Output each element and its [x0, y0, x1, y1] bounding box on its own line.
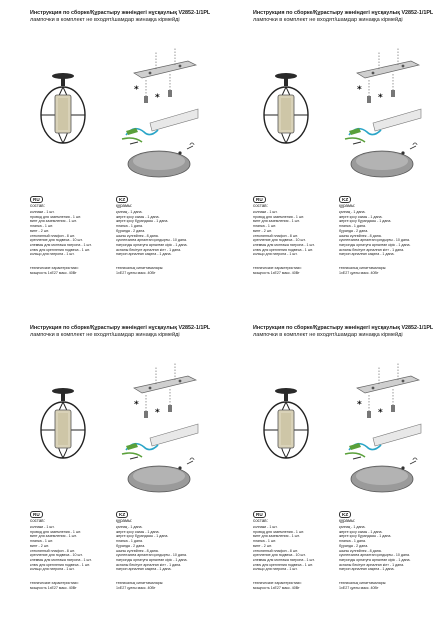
- ru-tech-label: технические характеристики:: [30, 581, 79, 585]
- list-item: планка - 1 дана.: [339, 539, 366, 544]
- list-item: суспензияға арналған қондырғы - 10 дана.: [339, 238, 410, 243]
- kz-technical-specs: [116, 581, 212, 590]
- list-item: винт - 2 шт.: [253, 543, 272, 548]
- ru-tech-value: мощность 1xE27 макс. 40Вт: [30, 270, 77, 275]
- list-item: колпаки - 1 шт.: [30, 525, 55, 529]
- list-item: патрон арналған сақина - 1 дана.: [339, 567, 395, 572]
- callout-star-1: *: [357, 400, 362, 410]
- kz-heading: құрамы:: [116, 203, 133, 208]
- list-item: провод для заземления - 1 шт.: [253, 214, 305, 219]
- kz-technical-specs: [116, 266, 212, 275]
- ru-heading: состав:: [30, 518, 45, 523]
- assembly-illustration: [253, 28, 443, 198]
- wiring-drawing: [122, 109, 198, 177]
- list-item: жерге қосу сымы - 1 дана.: [116, 214, 160, 219]
- assembly-illustration: [30, 343, 220, 513]
- list-item: патронды орнатуға арналған кіріс - 1 дана.: [339, 557, 411, 562]
- sheet-title-line2: лампочки в комплект не входят/шамдар жинаққа кірмейді: [30, 332, 180, 338]
- list-item: винт для заземления - 1 шт.: [253, 219, 300, 224]
- kz-technical-specs: [339, 581, 435, 590]
- list-item: планка - 1 дана.: [116, 224, 143, 229]
- sheet-title-line1: Инструкция по сборке/Құрастыру жөніндегі нұсқаулық V2852-1/1PL: [30, 10, 211, 16]
- kz-tech-value: 1xE27 қуаты макс. 40Вт: [116, 270, 156, 275]
- list-item: патронды орнатуға арналған кіріс - 1 дана.: [116, 242, 188, 247]
- list-item: жерге қосу сымы - 1 дана.: [339, 214, 383, 219]
- list-item: патронды орнатуға арналған кіріс - 1 дана.: [339, 242, 411, 247]
- list-item: винт - 2 шт.: [30, 228, 49, 233]
- sheet-title-line1: Инструкция по сборке/Құрастыру жөніндегі нұсқаулық V2852-1/1PL: [253, 10, 434, 16]
- ru-tech-value: мощность 1xE27 макс. 40Вт: [253, 270, 300, 275]
- list-item: планка - 1 шт.: [253, 539, 276, 544]
- instruction-sheet-bottom-left: [30, 325, 220, 625]
- list-item: шыны күлгөйлек - 8 дана.: [339, 233, 382, 238]
- list-item: планка - 1 дана.: [339, 224, 366, 229]
- list-item: провод для заземления - 1 шт.: [253, 529, 305, 534]
- instruction-sheet-top-left: [30, 10, 220, 310]
- ru-technical-specs: [253, 581, 349, 590]
- list-item: жерге қосу бұрандасы - 1 дана.: [116, 534, 169, 539]
- ru-heading: состав:: [253, 518, 268, 523]
- ru-language-badge: RU: [253, 196, 266, 203]
- list-item: патронды орнатуға арналған кіріс - 1 дана.: [116, 557, 188, 562]
- list-item: жерге қосу сымы - 1 дана.: [116, 529, 160, 534]
- list-item: ключ для крепления подвеса - 1 шт.: [30, 562, 90, 567]
- callout-star-1: *: [357, 85, 362, 95]
- kz-language-badge: KZ: [116, 196, 128, 203]
- list-item: кольцо для патрона - 1 шт.: [30, 567, 75, 572]
- ru-language-badge: RU: [253, 511, 266, 518]
- list-item: қалпақ - 1 дана.: [116, 525, 143, 529]
- kz-parts-list: [116, 525, 212, 572]
- list-item: аспаны бекітуге арналған кілт - 1 дана.: [339, 562, 405, 567]
- list-item: патрон арналған сақина - 1 дана.: [116, 252, 172, 257]
- sheet-title-line2: лампочки в комплект не входят/шамдар жинаққа кірмейді: [253, 17, 403, 23]
- list-item: крепление для подвеса - 10 шт.: [253, 238, 306, 243]
- list-item: планка - 1 шт.: [30, 224, 53, 229]
- mounting-bar-drawing: [357, 47, 419, 103]
- list-item: винт - 2 шт.: [253, 228, 272, 233]
- list-item: винт - 2 шт.: [30, 543, 49, 548]
- list-item: клеммы для монтажа патрона - 1 шт.: [253, 242, 315, 247]
- wiring-drawing: [345, 109, 421, 177]
- kz-heading: құрамы:: [339, 518, 356, 523]
- ru-technical-specs: [253, 266, 349, 275]
- sheet-title: [30, 325, 230, 339]
- list-item: аспаны бекітуге арналған кілт - 1 дана.: [116, 247, 182, 252]
- mounting-bar-drawing: [357, 362, 419, 418]
- list-item: бұранда - 2 дана.: [339, 543, 369, 548]
- ru-tech-label: технические характеристики:: [30, 266, 79, 270]
- sheet-title: [30, 10, 230, 24]
- list-item: суспензияға арналған қондырғы - 10 дана.: [116, 553, 187, 558]
- callout-star-1: *: [134, 85, 139, 95]
- lamp-drawing: [264, 388, 308, 458]
- list-item: крепление для подвеса - 10 шт.: [30, 553, 83, 558]
- ru-heading: состав:: [253, 203, 268, 208]
- ru-parts-list: [253, 525, 349, 572]
- ru-parts-list: [253, 210, 349, 257]
- list-item: колпаки - 1 шт.: [30, 210, 55, 214]
- callout-star-2: *: [155, 93, 160, 103]
- list-item: планка - 1 шт.: [30, 539, 53, 544]
- list-item: аспаны бекітуге арналған кілт - 1 дана.: [116, 562, 182, 567]
- sheet-title-line2: лампочки в комплект не входят/шамдар жинаққа кірмейді: [253, 332, 403, 338]
- callout-star-1: *: [134, 400, 139, 410]
- kz-language-badge: KZ: [339, 196, 351, 203]
- list-item: аспаны бекітуге арналған кілт - 1 дана.: [339, 247, 405, 252]
- list-item: жерге қосу бұрандасы - 1 дана.: [339, 534, 392, 539]
- list-item: қалпақ - 1 дана.: [339, 525, 366, 529]
- kz-tech-value: 1xE27 қуаты макс. 40Вт: [339, 270, 379, 275]
- list-item: планка - 1 шт.: [253, 224, 276, 229]
- ru-language-badge: RU: [30, 511, 43, 518]
- assembly-illustration: [30, 28, 220, 198]
- callout-star-2: *: [155, 408, 160, 418]
- list-item: ключ для крепления подвеса - 1 шт.: [30, 247, 90, 252]
- list-item: колпаки - 1 шт.: [253, 210, 278, 214]
- list-item: ключ для крепления подвеса - 1 шт.: [253, 562, 313, 567]
- list-item: крепление для подвеса - 10 шт.: [253, 553, 306, 558]
- kz-heading: құрамы:: [339, 203, 356, 208]
- list-item: планка - 1 дана.: [116, 539, 143, 544]
- list-item: патрон арналған сақина - 1 дана.: [116, 567, 172, 572]
- list-item: қалпақ - 1 дана.: [339, 210, 366, 214]
- kz-tech-label: техникалық сипаттамалары:: [116, 581, 164, 585]
- ru-language-badge: RU: [30, 196, 43, 203]
- lamp-drawing: [41, 73, 85, 143]
- wiring-drawing: [122, 424, 198, 492]
- kz-parts-list: [339, 525, 435, 572]
- kz-technical-specs: [339, 266, 435, 275]
- mounting-bar-drawing: [134, 362, 196, 418]
- kz-tech-value: 1xE27 қуаты макс. 40Вт: [116, 585, 156, 590]
- list-item: клеммы для монтажа патрона - 1 шт.: [30, 557, 92, 562]
- list-item: стеклянный плафон - 8 шт.: [253, 233, 298, 238]
- kz-heading: құрамы:: [116, 518, 133, 523]
- kz-language-badge: KZ: [116, 511, 128, 518]
- ru-tech-label: технические характеристики:: [253, 581, 302, 585]
- ru-tech-label: технические характеристики:: [253, 266, 302, 270]
- list-item: ключ для крепления подвеса - 1 шт.: [253, 247, 313, 252]
- list-item: шыны күлгөйлек - 8 дана.: [116, 233, 159, 238]
- list-item: стеклянный плафон - 8 шт.: [30, 233, 75, 238]
- lamp-drawing: [264, 73, 308, 143]
- list-item: жерге қосу бұрандасы - 1 дана.: [116, 219, 169, 224]
- list-item: патрон арналған сақина - 1 дана.: [339, 252, 395, 257]
- list-item: шыны күлгөйлек - 8 дана.: [116, 548, 159, 553]
- instruction-sheet-bottom-right: [253, 325, 443, 625]
- list-item: винт для заземления - 1 шт.: [30, 534, 77, 539]
- kz-tech-label: техникалық сипаттамалары:: [339, 581, 387, 585]
- kz-parts-list: [339, 210, 435, 257]
- list-item: кольцо для патрона - 1 шт.: [253, 567, 298, 572]
- ru-parts-list: [30, 210, 126, 257]
- sheet-title: [253, 10, 446, 24]
- ru-tech-value: мощность 1xE27 макс. 40Вт: [253, 585, 300, 590]
- list-item: провод для заземления - 1 шт.: [30, 529, 82, 534]
- list-item: стеклянный плафон - 8 шт.: [253, 548, 298, 553]
- list-item: жерге қосу бұрандасы - 1 дана.: [339, 219, 392, 224]
- kz-tech-value: 1xE27 қуаты макс. 40Вт: [339, 585, 379, 590]
- list-item: суспензияға арналған қондырғы - 10 дана.: [339, 553, 410, 558]
- wiring-drawing: [345, 424, 421, 492]
- kz-parts-list: [116, 210, 212, 257]
- sheet-title-line1: Инструкция по сборке/Құрастыру жөніндегі нұсқаулық V2852-1/1PL: [253, 325, 434, 331]
- list-item: крепление для подвеса - 10 шт.: [30, 238, 83, 243]
- list-item: колпаки - 1 шт.: [253, 525, 278, 529]
- sheet-title-line2: лампочки в комплект не входят/шамдар жинаққа кірмейді: [30, 17, 180, 23]
- callout-star-2: *: [378, 93, 383, 103]
- ru-parts-list: [30, 525, 126, 572]
- list-item: кольцо для патрона - 1 шт.: [30, 252, 75, 257]
- list-item: шыны күлгөйлек - 8 дана.: [339, 548, 382, 553]
- ru-technical-specs: [30, 581, 126, 590]
- list-item: қалпақ - 1 дана.: [116, 210, 143, 214]
- list-item: кольцо для патрона - 1 шт.: [253, 252, 298, 257]
- kz-tech-label: техникалық сипаттамалары:: [116, 266, 164, 270]
- ru-technical-specs: [30, 266, 126, 275]
- list-item: винт для заземления - 1 шт.: [253, 534, 300, 539]
- list-item: жерге қосу сымы - 1 дана.: [339, 529, 383, 534]
- mounting-bar-drawing: [134, 47, 196, 103]
- list-item: клеммы для монтажа патрона - 1 шт.: [30, 242, 92, 247]
- lamp-drawing: [41, 388, 85, 458]
- sheet-title: [253, 325, 446, 339]
- ru-tech-value: мощность 1xE27 макс. 40Вт: [30, 585, 77, 590]
- instruction-sheet-top-right: [253, 10, 443, 310]
- list-item: суспензияға арналған қондырғы - 10 дана.: [116, 238, 187, 243]
- list-item: бұранда - 2 дана.: [116, 543, 146, 548]
- sheet-title-line1: Инструкция по сборке/Құрастыру жөніндегі нұсқаулық V2852-1/1PL: [30, 325, 211, 331]
- ru-heading: состав:: [30, 203, 45, 208]
- list-item: бұранда - 2 дана.: [116, 228, 146, 233]
- list-item: провод для заземления - 1 шт.: [30, 214, 82, 219]
- list-item: бұранда - 2 дана.: [339, 228, 369, 233]
- kz-tech-label: техникалық сипаттамалары:: [339, 266, 387, 270]
- assembly-illustration: [253, 343, 443, 513]
- list-item: стеклянный плафон - 8 шт.: [30, 548, 75, 553]
- list-item: клеммы для монтажа патрона - 1 шт.: [253, 557, 315, 562]
- kz-language-badge: KZ: [339, 511, 351, 518]
- callout-star-2: *: [378, 408, 383, 418]
- list-item: винт для заземления - 1 шт.: [30, 219, 77, 224]
